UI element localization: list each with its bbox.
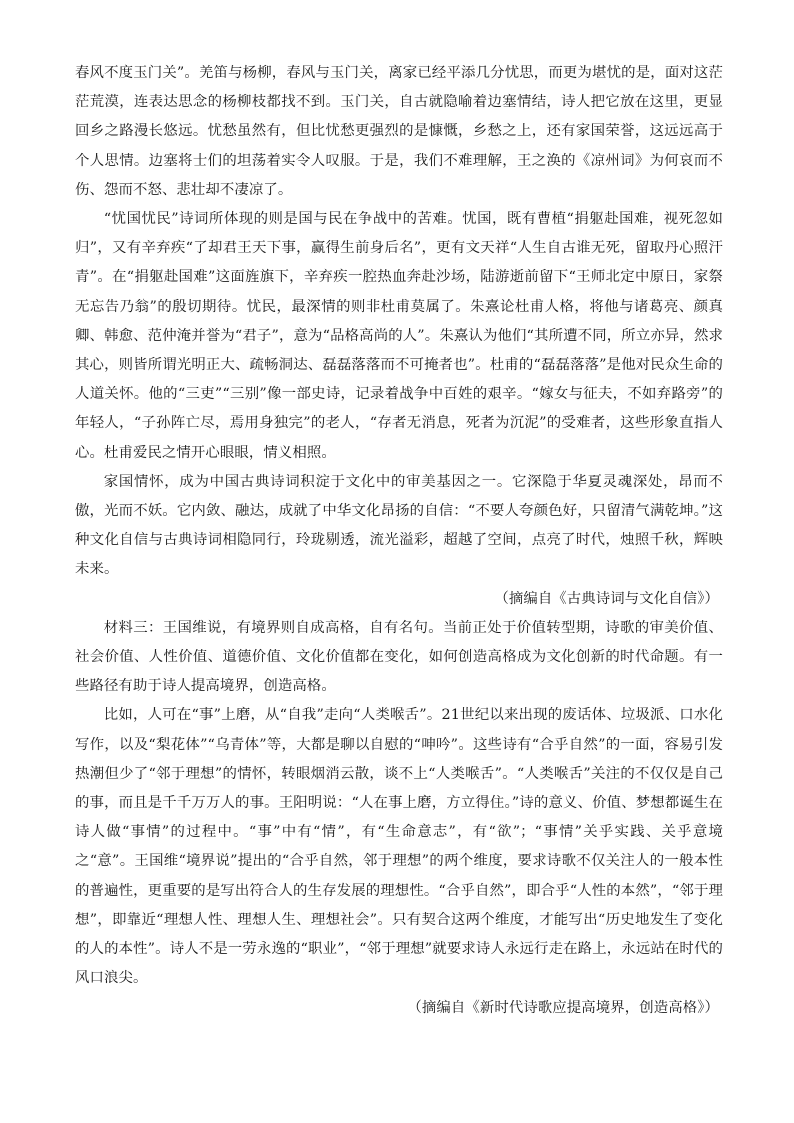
paragraph-example: 比如，人可在“事”上磨，从“自我”走向“人类喉舌”。21世纪以来出现的废话体、垃圾派、口水化写作，以及“梨花体”“乌青体”等，大都是聊以自慰的“呻吟”。这些诗有“合乎自然”的一面，容易引发热潮但少了“邻于理想”的情怀，转眼烟消云散，谈不上“人类喉舌”。“人类喉舌”关注的不仅仅是自己的事，而且是千千万万人的事。王阳明说：“人在事上磨，方立得住。”诗的意义、价值、梦想都诞生在诗人做“事情”的过程中。“事”中有“情”，有“生命意志”，有“欲”；“事情”关乎实践、关乎意境之“意”。王国维“境界说”提出的“合乎自然，邻于理想”的两个维度，要求诗歌不仅关注人的一般本性的普遍性，更重要的是写出符合人的生存发展的理想性。“合乎自然”，即合乎“人性的本然”，“邻于理想”，即靠近“理想人性、理想人生、理想社会”。只有契合这两个维度，才能写出“历史地发生了变化的人的本性”。诗人不是一劳永逸的“职业”，“邻于理想”就要求诗人永远行走在路上，永远站在时代的风口浪尖。 <box>75 707 723 987</box>
source-citation-2: （摘编自《新时代诗歌应提高境界，创造高格》） <box>407 999 719 1016</box>
paragraph-youguo-youmin: “忧国忧民”诗词所体现的则是国与民在争战中的苦难。忧国，既有曹植“捐躯赴国难，视死忽如归”，又有辛弃疾“了却君王天下事，赢得生前身后名”，更有文天祥“人生自古谁无死，留取丹心照汗青”。在“捐躯赴国难”这面旌旗下，辛弃疾一腔热血奔赴沙场，陆游逝前留下“王师北定中原日，家祭无忘告乃翁”的殷切期待。忧民，最深情的则非杜甫莫属了。朱熹论杜甫人格，将他与诸葛亮、颜真卿、韩愈、范仲淹并誉为“君子”，意为“品格高尚的人”。朱熹认为他们“其所遭不同，所立亦异，然求其心，则皆所谓光明正大、疏畅洞达、磊磊落落而不可掩者也”。杜甫的“磊磊落落”是他对民众生命的人道关怀。他的“三吏”“三别”像一部史诗，记录着战争中百姓的艰辛。“嫁女与征夫，不如弃路旁”的年轻人，“子孙阵亡尽，焉用身独完”的老人，“存者无消息，死者为沉泥”的受难者，这些形象直指人心。杜甫爱民之情开心眼眼，情义相照。 <box>75 211 723 461</box>
paragraph-material-three: 材料三：王国维说，有境界则自成高格，自有名句。当前正处于价值转型期，诗歌的审美价值、社会价值、人性价值、道德价值、文化价值都在变化，如何创造高格成为文化创新的时代命题。有一些路径有助于诗人提高境界，创造高格。 <box>75 619 723 695</box>
source-citation-1: （摘编自《古典诗词与文化自信》） <box>494 590 719 607</box>
paragraph-jiaguo-qinghuai: 家国情怀，成为中国古典诗词积淀于文化中的审美基因之一。它深隐于华夏灵魂深处，昂而不傲，光而不妖。它内敛、融达，成就了中华文化昂扬的自信：“不要人夸颜色好，只留清气满乾坤。”这种文化自信与古典诗词相隐同行，玲珑剔透，流光溢彩，超越了空间，点亮了时代，烛照千秋，辉映未来。 <box>75 473 723 578</box>
paragraph-continuation: 春风不度玉门关”。羌笛与杨柳，春风与玉门关，离家已经平添几分忧思，而更为堪忧的是，面对这茫茫荒漠，连表达思念的杨柳枝都找不到。玉门关，自古就隐喻着边塞情结，诗人把它放在这里，更显回乡之路漫长悠远。忧愁虽然有，但比忧愁更强烈的是慷慨，乡愁之上，还有家国荣誉，这远远高于个人思情。边塞将士们的坦荡着实令人叹服。于是，我们不难理解，王之涣的《凉州词》为何哀而不伤、怨而不怒、悲壮却不凄凉了。 <box>75 65 723 198</box>
